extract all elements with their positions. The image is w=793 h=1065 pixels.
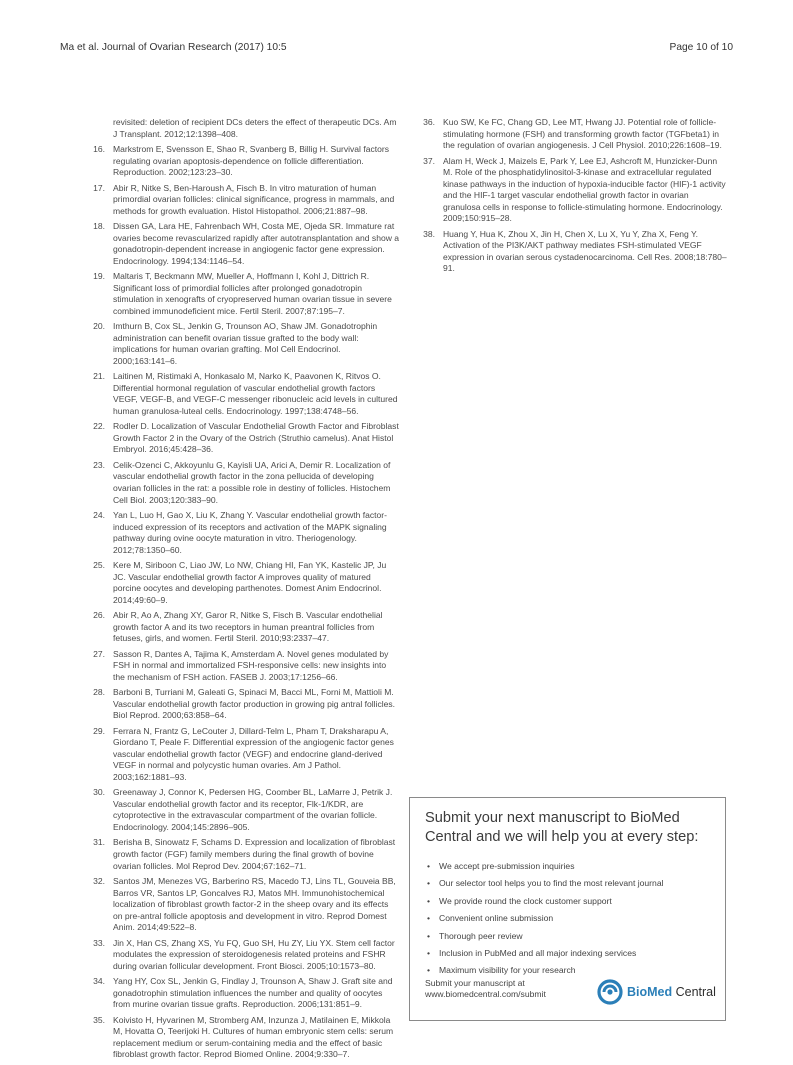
reference-item: 17. Abir R, Nitke S, Ben-Haroush A, Fisch B. In vitro maturation of human primordial ovarian follicles: clinical significance, progress in mammals, and methods for growth evaluation. Histol Histopathol. 2006;21:887–98. [93,182,395,216]
bullet-icon: • [427,947,431,958]
reference-item: 21. Laitinen M, Ristimaki A, Honkasalo M, Narko K, Paavonen K, Ritvos O. Differential hormonal regulation of vascular endothelial growth factors VEGF, VEGF-B, and VEGF-C messenger ribonucleic acid levels in cultured human granulosa-luteal cells. Endocrinology. 1997;138:4748–56. [93,371,398,416]
reference-text: Maltaris T, Beckmann MW, Mueller A, Hoffmann I, Kohl J, Dittrich R. Significant loss of primordial follicles after prolonged gonadotropin stimulation in xenografts of cryopreserved human ovarian tissue in severe combined immunodeficient mice. Fertil Steril. 2007;87:195–7. [113,271,392,316]
reference-item [79,117,399,140]
reference-text: Abir R, Nitke S, Ben-Haroush A, Fisch B. In vitro maturation of human primordial ovarian follicles: clinical significance, progress in mammals, and methods for growth evaluation. Histol Histopathol. 2006;21:887–98. [113,182,395,216]
reference-text: Laitinen M, Ristimaki A, Honkasalo M, Narko K, Paavonen K, Ritvos O. Differential hormonal regulation of vascular endothelial growth factors VEGF, VEGF-B, and VEGF-C messenger ribonucleic acid levels in cultured human granulosa-luteal cells. Endocrinology. 1997;138:4748–56. [113,371,398,416]
reference-text: Huang Y, Hua K, Zhou X, Jin H, Chen X, Lu X, Yu Y, Zha X, Feng Y. Activation of the PI3K/AKT pathway mediates FSH-stimulated VEGF expression in ovarian serous cystadenocarcinoma. Cell Res. 2008;18:780–91. [443,228,727,274]
promo-list-item: • We provide round the clock customer support [427,893,664,910]
reference-item: 38. Huang Y, Hua K, Zhou X, Jin H, Chen X, Lu X, Yu Y, Zha X, Feng Y. Activation of the PI3K/AKT pathway mediates FSH-stimulated VEGF expression in ovarian serous cystadenocarcinoma. Cell Res. 2008;18:780–91. [423,228,727,274]
bullet-icon: • [427,895,431,906]
logo-wordmark: BioMed Central [627,985,716,999]
reference-text: Celik-Ozenci C, Akkoyunlu G, Kayisli UA, Arici A, Demir R. Localization of vascular endothelial growth factor in the zona pellucida of developing ovarian follicles in the rat: a possible role in destiny of follicles. Histochem Cell Biol. 2003;120:383–90. [113,459,391,505]
reference-text: Kere M, Siriboon C, Liao JW, Lo NW, Chiang HI, Fan YK, Kastelic JP, Ju JC. Vascular endothelial growth factor A improves quality of matured porcine oocytes and developing parthenotes. Domest Anim Endocrinol. 2014;49:60–9. [113,560,387,605]
submit-link[interactable]: www.biomedcentral.com/submit [425,989,546,999]
promo-list-item: • Convenient online submission [427,910,664,927]
reference-item: 35. Koivisto H, Hyvarinen M, Stromberg AM, Inzunza J, Matilainen E, Mikkola M, Hovatta O, Teerijoki H. Cultures of human embryonic stem cells: serum replacement medium or serum-containing media and the effect of basic fibroblast growth factor. Reprod Biomed Online. 2004;9:330–7. [93,1014,394,1060]
journal-citation: Ma et al. Journal of Ovarian Research (2017) 10:5 [60,42,287,53]
reference-text: Kuo SW, Ke FC, Chang GD, Lee MT, Hwang JJ. Potential role of follicle-stimulating hormone (FSH) and transforming growth factor (TGFbeta1) in the regulation of ovarian angiogenesis. J Cell Physiol. 2010;226:1608–19. [443,117,722,151]
promo-list-item: • We accept pre-submission inquiries [427,858,664,875]
submit-info [425,978,546,1000]
promo-list-item: • Our selector tool helps you to find the most relevant journal [427,875,664,892]
reference-item: 28. Barboni B, Turriani M, Galeati G, Spinaci M, Bacci ML, Forni M, Mattioli M. Vascular endothelial growth factor production in growing pig antral follicles. Biol Reprod. 2000;63:858–64. [93,687,396,721]
page-header [60,42,733,58]
reference-text: Ferrara N, Frantz G, LeCouter J, Dillard-Telm L, Pham T, Draksharapu A, Giordano T, Peale F. Differential expression of the angiogenic factor genes vascular endothelial growth factor (VEGF) and endocrine gland-derived VEGF in normal and polycystic human ovaries. Am J Pathol. 2003;162:1881–93. [113,725,394,782]
reference-item: 16. Markstrom E, Svensson E, Shao R, Svanberg B, Billig H. Survival factors regulating ovarian apoptosis-dependence on follicle differentiation. Reproduction. 2002;123:23–30. [93,143,389,178]
reference-item: 32. Santos JM, Menezes VG, Barberino RS, Macedo TJ, Lins TL, Gouveia BB, Barros VR, Santos LP, Goncalves RJ, Matos MH. Immunohistochemical localization of fibroblast growth factor-2 in the sheep ovary and its effects on pre-antral follicle apoptosis and development in vitro. Reprod Domest Anim. 2014;49:522–8. [93,875,396,933]
reference-text: Yang HY, Cox SL, Jenkin G, Findlay J, Trounson A, Shaw J. Graft site and gonadotrophin stimulation influences the number and quality of oocytes from murine ovarian tissue grafts. Reproduction. 2006;131:851–9. [113,976,393,1010]
biomed-central-logo-icon [597,979,625,1005]
references-right-column [409,117,727,279]
reference-item: 27. Sasson R, Dantes A, Tajima K, Amsterdam A. Novel genes modulated by FSH in normal and immortalized FSH-responsive cells: new insights into the mechanism of FSH action. FASEB J. 2003;17:1256–66. [93,648,389,682]
reference-item: 37. Alam H, Weck J, Maizels E, Park Y, Lee EJ, Ashcroft M, Hunzicker-Dunn M. Role of the phosphatidylinositol-3-kinase and extracellular regulated kinase pathways in the induction of hypoxia-inducible factor (HIF)-1 activity and the HIF-1 target vascular endothelial growth factor in ovarian granulosa cells in response to follicle-stimulating hormone. Endocrinology. 2009;150:915–28. [423,155,726,224]
biomed-central-promo-box [409,797,726,1021]
reference-text: Yan L, Luo H, Gao X, Liu K, Zhang Y. Vascular endothelial growth factor-induced expression of its receptors and activation of the MAPK signaling pathway during ovine oocyte maturation in vitro. Theriogenology. 2012;78:1350–60. [113,509,387,555]
promo-list-item: • Inclusion in PubMed and all major indexing services [427,945,664,962]
reference-item: 25. Kere M, Siriboon C, Liao JW, Lo NW, Chiang HI, Fan YK, Kastelic JP, Ju JC. Vascular endothelial growth factor A improves quality of matured porcine oocytes and developing parthenotes. Domest Anim Endocrinol. 2014;49:60–9. [93,560,387,605]
reference-item: 31. Berisha B, Sinowatz F, Schams D. Expression and localization of fibroblast growth factor (FGF) family members during the final growth of bovine ovarian follicles. Mol Reprod Dev. 2004;67:162–71. [93,837,396,871]
reference-text: Abir R, Ao A, Zhang XY, Garor R, Nitke S, Fisch B. Vascular endothelial growth factor A and its two receptors in human preantral follicles from fetuses, girls, and women. Fertil Steril. 2010;93:2337–47. [113,610,383,644]
reference-text: Sasson R, Dantes A, Tajima K, Amsterdam A. Novel genes modulated by FSH in normal and immortalized FSH-responsive cells: new insights into the mechanism of FSH action. FASEB J. 2003;17:1256–66. [113,648,389,682]
promo-title: Submit your next manuscript to BioMed Central and we will help you at every step: [425,810,699,845]
bullet-icon: • [427,861,431,871]
reference-text: Alam H, Weck J, Maizels E, Park Y, Lee EJ, Ashcroft M, Hunzicker-Dunn M. Role of the phosphatidylinositol-3-kinase and extracellular regulated kinase pathways in the induction of hypoxia-inducible factor (HIF)-1 activity and the HIF-1 target vascular endothelial growth factor in ovarian granulosa cells in response to follicle-stimulating hormone. Endocrinology. 2009;150:915–28. [443,155,726,224]
bullet-icon: • [427,913,431,924]
reference-text: Markstrom E, Svensson E, Shao R, Svanberg B, Billig H. Survival factors regulating ovarian apoptosis-dependence on follicle differentiation. Reproduction. 2002;123:23–30. [113,143,389,178]
page-number: Page 10 of 10 [669,42,733,53]
promo-list-item: • Maximum visibility for your research [427,962,664,979]
bullet-icon: • [427,930,431,941]
reference-item: 29. Ferrara N, Frantz G, LeCouter J, Dillard-Telm L, Pham T, Draksharapu A, Giordano T, Peale F. Differential expression of the angiogenic factor genes vascular endothelial growth factor (VEGF) and endocrine gland-derived VEGF in normal and polycystic human ovaries. Am J Pathol. 2003;162:1881–93. [93,725,394,782]
reference-text: Dissen GA, Lara HE, Fahrenbach WH, Costa ME, Ojeda SR. Immature rat ovaries become revascularized rapidly after autotransplantation and show a gonadotropin-dependent increase in angiogenic factor gene expression. Endocrinology. 1994;134:1146–54. [113,221,400,266]
reference-item: 26. Abir R, Ao A, Zhang XY, Garor R, Nitke S, Fisch B. Vascular endothelial growth factor A and its two receptors in human preantral follicles from fetuses, girls, and women. Fertil Steril. 2010;93:2337–47. [93,610,383,644]
submit-text: Submit your manuscript at [425,978,525,988]
reference-text: Rodler D. Localization of Vascular Endothelial Growth Factor and Fibroblast Growth Factor 2 in the Ovary of the Ostrich (Struthio camelus). Anat Histol Embryol. 2016;45:428–36. [113,421,399,455]
reference-item: 23. Celik-Ozenci C, Akkoyunlu G, Kayisli UA, Arici A, Demir R. Localization of vascular endothelial growth factor in the zona pellucida of developing ovarian follicles in the rat: a possible role in destiny of follicles. Histochem Cell Biol. 2003;120:383–90. [93,459,391,505]
reference-item: 20. Imthurn B, Cox SL, Jenkin G, Trounson AO, Shaw JM. Gonadotrophin administration can benefit ovarian tissue grafted to the body wall: implications for human ovarian grafting. Mol Cell Endocrinol. 2000;163:141–6. [93,321,378,366]
promo-list-item: • Thorough peer review [427,928,664,945]
reference-item: 30. Greenaway J, Connor K, Pedersen HG, Coomber BL, LaMarre J, Petrik J. Vascular endothelial growth factor and its receptor, Flk-1/KDR, are cytoprotective in the extravascular compartment of the ovarian follicle. Endocrinology. 2004;145:2896–905. [93,787,393,832]
reference-text: Imthurn B, Cox SL, Jenkin G, Trounson AO, Shaw JM. Gonadotrophin administration can benefit ovarian tissue grafted to the body wall: implications for human ovarian grafting. Mol Cell Endocrinol. 2000;163:141–6. [113,321,378,366]
reference-item: 36. Kuo SW, Ke FC, Chang GD, Lee MT, Hwang JJ. Potential role of follicle-stimulating hormone (FSH) and transforming growth factor (TGFbeta1) in the regulation of ovarian angiogenesis. J Cell Physiol. 2010;226:1608–19. [423,117,722,151]
reference-item: 33. Jin X, Han CS, Zhang XS, Yu FQ, Guo SH, Hu ZY, Liu YX. Stem cell factor modulates the expression of steroidogenesis related proteins and FSHR during ovarian follicular development. Front Biosci. 2005;10:1573–80. [93,937,395,971]
reference-text: revisited: deletion of recipient DCs deters the effect of therapeutic DCs. Am J Transplant. 2012;12:1398–408. [113,117,397,139]
bullet-icon: • [427,878,431,889]
reference-item: 34. Yang HY, Cox SL, Jenkin G, Findlay J, Trounson A, Shaw J. Graft site and gonadotrophin stimulation influences the number and quality of oocytes from murine ovarian tissue grafts. Reproduction. 2006;131:851–9. [93,976,393,1010]
reference-text: Barboni B, Turriani M, Galeati G, Spinaci M, Bacci ML, Forni M, Mattioli M. Vascular endothelial growth factor production in growing pig antral follicles. Biol Reprod. 2000;63:858–64. [113,687,396,721]
reference-text: Greenaway J, Connor K, Pedersen HG, Coomber BL, LaMarre J, Petrik J. Vascular endothelial growth factor and its receptor, Flk-1/KDR, are cytoprotective in the extravascular compartment of the ovarian follicle. Endocrinology. 2004;145:2896–905. [113,787,393,832]
biomed-central-logo [597,979,717,1005]
reference-text: Berisha B, Sinowatz F, Schams D. Expression and localization of fibroblast growth factor (FGF) family members during the final growth of bovine ovarian follicles. Mol Reprod Dev. 2004;67:162–71. [113,837,396,871]
reference-text: Koivisto H, Hyvarinen M, Stromberg AM, Inzunza J, Matilainen E, Mikkola M, Hovatta O, Teerijoki H. Cultures of human embryonic stem cells: serum replacement medium or serum-containing media and the effect of basic fibroblast growth factor. Reprod Biomed Online. 2004;9:330–7. [113,1014,394,1060]
reference-item: 19. Maltaris T, Beckmann MW, Mueller A, Hoffmann I, Kohl J, Dittrich R. Significant loss of primordial follicles after prolonged gonadotropin stimulation in xenografts of cryopreserved human ovarian tissue in severe combined immunodeficient mice. Fertil Steril. 2007;87:195–7. [93,271,392,316]
reference-text: Santos JM, Menezes VG, Barberino RS, Macedo TJ, Lins TL, Gouveia BB, Barros VR, Santos LP, Goncalves RJ, Matos MH. Immunohistochemical localization of fibroblast growth factor-2 in the sheep ovary and its effects on pre-antral follicle apoptosis and development in vitro. Reprod Domest Anim. 2014;49:522–8. [113,875,396,933]
reference-text: Jin X, Han CS, Zhang XS, Yu FQ, Guo SH, Hu ZY, Liu YX. Stem cell factor modulates the expression of steroidogenesis related proteins and FSHR during ovarian follicular development. Front Biosci. 2005;10:1573–80. [113,937,395,971]
bullet-icon: • [427,965,431,976]
reference-item: 22. Rodler D. Localization of Vascular Endothelial Growth Factor and Fibroblast Growth Factor 2 in the Ovary of the Ostrich (Struthio camelus). Anat Histol Embryol. 2016;45:428–36. [93,421,399,455]
reference-item: 18. Dissen GA, Lara HE, Fahrenbach WH, Costa ME, Ojeda SR. Immature rat ovaries become revascularized rapidly after autotransplantation and show a gonadotropin-dependent increase in angiogenic factor gene expression. Endocrinology. 1994;134:1146–54. [93,221,400,266]
promo-list [427,858,664,980]
references-left-column [79,117,399,1065]
reference-item: 24. Yan L, Luo H, Gao X, Liu K, Zhang Y. Vascular endothelial growth factor-induced expression of its receptors and activation of the MAPK signaling pathway during ovine oocyte maturation in vitro. Theriogenology. 2012;78:1350–60. [93,509,387,555]
